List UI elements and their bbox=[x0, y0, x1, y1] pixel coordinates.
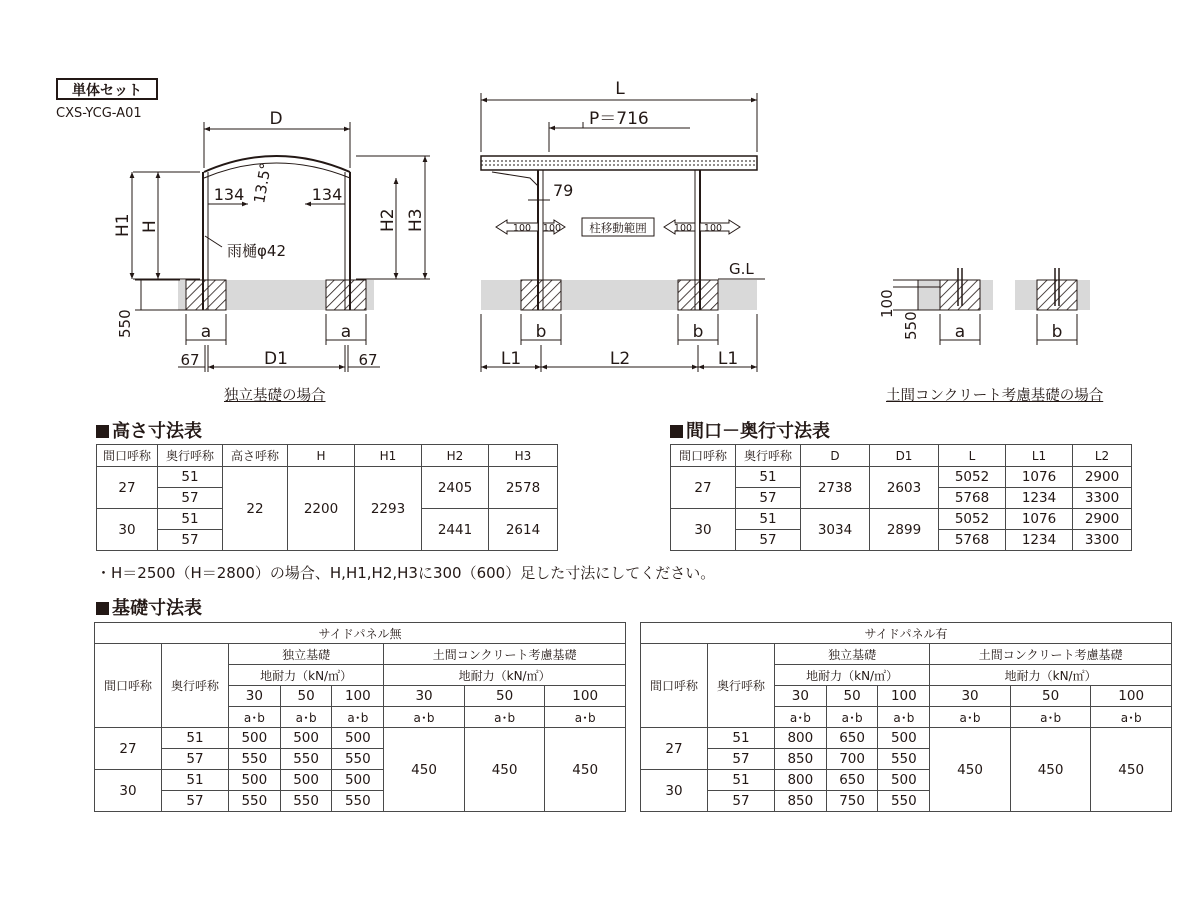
table-cell: 550 bbox=[229, 749, 281, 770]
table-cell: 地耐力（kN/㎡） bbox=[384, 665, 626, 686]
table-cell: 57 bbox=[708, 791, 775, 812]
dim-H2-label: H2 bbox=[378, 208, 398, 232]
table-cell: a･b bbox=[1091, 707, 1172, 728]
table-cell: 57 bbox=[708, 749, 775, 770]
table-row bbox=[641, 623, 1172, 644]
table-cell: a･b bbox=[332, 707, 384, 728]
side-footing-left bbox=[521, 280, 561, 310]
table-cell: 500 bbox=[280, 728, 332, 749]
height-adjust-note: ・H＝2500（H＝2800）の場合、H,H1,H2,H3に300（600）足した寸法にしてください。 bbox=[96, 564, 716, 582]
table-cell: 800 bbox=[775, 728, 827, 749]
table-cell: 500 bbox=[878, 728, 930, 749]
table-row bbox=[671, 467, 1132, 488]
table-cell: 450 bbox=[1010, 728, 1091, 812]
table-cell: 2899 bbox=[870, 509, 939, 551]
table-cell: 3300 bbox=[1073, 530, 1132, 551]
table-cell: 30 bbox=[775, 686, 827, 707]
table-row bbox=[671, 445, 1132, 467]
size-table bbox=[670, 444, 1132, 551]
dim-134-left: 134 bbox=[213, 185, 245, 204]
table-cell: 57 bbox=[162, 791, 229, 812]
table-cell: a･b bbox=[826, 707, 878, 728]
table-cell: D1 bbox=[870, 445, 939, 467]
table-cell: H2 bbox=[422, 445, 489, 467]
table-cell: 500 bbox=[332, 728, 384, 749]
dim-L1-right: L1 bbox=[717, 349, 739, 369]
arrow-right-100b: 100 bbox=[703, 223, 723, 234]
dim-a-left: a bbox=[200, 322, 212, 342]
table-cell: 1234 bbox=[1006, 530, 1073, 551]
table-cell: 地耐力（kN/㎡） bbox=[229, 665, 384, 686]
table-row bbox=[97, 467, 558, 488]
table-cell: サイドパネル有 bbox=[641, 623, 1172, 644]
table-cell: 5052 bbox=[939, 509, 1006, 530]
table-row bbox=[641, 644, 1172, 665]
set-type-badge: 単体セット bbox=[56, 78, 158, 100]
dim-H-label: H bbox=[140, 220, 160, 233]
table-cell: 22 bbox=[223, 467, 288, 551]
table-cell: 50 bbox=[1010, 686, 1091, 707]
table-cell: 30 bbox=[641, 770, 708, 812]
table-cell: 51 bbox=[162, 770, 229, 791]
table-cell: 50 bbox=[464, 686, 545, 707]
table-cell: 奥行呼称 bbox=[736, 445, 801, 467]
table-cell: 27 bbox=[641, 728, 708, 770]
table-cell: 5768 bbox=[939, 488, 1006, 509]
earth-dim-a: a bbox=[954, 322, 966, 342]
table-cell: 500 bbox=[229, 770, 281, 791]
front-view-labels bbox=[113, 109, 426, 369]
table-cell: 51 bbox=[708, 770, 775, 791]
table-cell: 30 bbox=[671, 509, 736, 551]
table-cell: 27 bbox=[97, 467, 158, 509]
dim-134-right: 134 bbox=[311, 185, 343, 204]
table-cell: 地耐力（kN/㎡） bbox=[775, 665, 930, 686]
table-cell: a･b bbox=[545, 707, 626, 728]
table-cell: 50 bbox=[826, 686, 878, 707]
table-cell: 3300 bbox=[1073, 488, 1132, 509]
table-cell: 450 bbox=[384, 728, 465, 812]
table-cell: 51 bbox=[736, 467, 801, 488]
table-cell: 450 bbox=[545, 728, 626, 812]
dimension-drawings bbox=[0, 0, 1200, 410]
table-cell: 550 bbox=[878, 791, 930, 812]
table-cell: 間口呼称 bbox=[671, 445, 736, 467]
side-footing-right bbox=[678, 280, 718, 310]
ground-level-label: G.L bbox=[729, 260, 754, 278]
table-cell: 土間コンクリート考慮基礎 bbox=[930, 644, 1172, 665]
independent-foundation-caption: 独立基礎の場合 bbox=[224, 388, 326, 404]
table-cell: 1076 bbox=[1006, 509, 1073, 530]
table-cell: D bbox=[801, 445, 870, 467]
table-cell: 27 bbox=[671, 467, 736, 509]
table-cell: a･b bbox=[930, 707, 1011, 728]
table-cell: 500 bbox=[332, 770, 384, 791]
table-cell: 650 bbox=[826, 728, 878, 749]
foundation-table-with-panel bbox=[640, 622, 1172, 812]
table-cell: 57 bbox=[162, 749, 229, 770]
table-cell: 550 bbox=[332, 749, 384, 770]
table-cell: L1 bbox=[1006, 445, 1073, 467]
table-row bbox=[95, 623, 626, 644]
table-cell: 750 bbox=[826, 791, 878, 812]
table-cell: a･b bbox=[775, 707, 827, 728]
table-cell: 高さ呼称 bbox=[223, 445, 288, 467]
table-cell: 450 bbox=[930, 728, 1011, 812]
dim-79-label: 79 bbox=[553, 181, 574, 200]
table-cell: 850 bbox=[775, 791, 827, 812]
table-cell: 奥行呼称 bbox=[162, 644, 229, 728]
table-cell: 100 bbox=[545, 686, 626, 707]
table-cell: 30 bbox=[95, 770, 162, 812]
table-cell: a･b bbox=[464, 707, 545, 728]
table-row bbox=[97, 445, 558, 467]
table-row bbox=[641, 728, 1172, 749]
pillar-range-label: 柱移動範囲 bbox=[589, 221, 647, 235]
table-cell: 500 bbox=[878, 770, 930, 791]
table-cell: 57 bbox=[158, 530, 223, 551]
dim-b-left: b bbox=[535, 322, 547, 342]
foundation-table-title: 基礎寸法表 bbox=[96, 594, 202, 620]
table-cell: 間口呼称 bbox=[641, 644, 708, 728]
table-cell: 51 bbox=[708, 728, 775, 749]
table-cell: 2900 bbox=[1073, 509, 1132, 530]
earth-foundation-caption: 土間コンクリート考慮基礎の場合 bbox=[886, 388, 1104, 404]
table-cell: 57 bbox=[736, 488, 801, 509]
table-cell: L bbox=[939, 445, 1006, 467]
table-cell: a･b bbox=[384, 707, 465, 728]
table-cell: 51 bbox=[162, 728, 229, 749]
table-cell: 850 bbox=[775, 749, 827, 770]
table-cell: 1234 bbox=[1006, 488, 1073, 509]
table-cell: 550 bbox=[878, 749, 930, 770]
table-cell: 間口呼称 bbox=[97, 445, 158, 467]
dim-b-right: b bbox=[692, 322, 704, 342]
earth-footing-a bbox=[940, 280, 980, 310]
table-cell: 30 bbox=[384, 686, 465, 707]
table-cell: 独立基礎 bbox=[775, 644, 930, 665]
table-cell: 2614 bbox=[489, 509, 558, 551]
table-cell: 地耐力（kN/㎡） bbox=[930, 665, 1172, 686]
table-cell: 100 bbox=[878, 686, 930, 707]
dim-H1-label: H1 bbox=[113, 213, 133, 237]
table-row bbox=[95, 644, 626, 665]
table-cell: 27 bbox=[95, 728, 162, 770]
model-number: CXS-YCG-A01 bbox=[56, 106, 142, 121]
table-cell: 550 bbox=[280, 791, 332, 812]
dim-L1-left: L1 bbox=[500, 349, 522, 369]
table-cell: 2603 bbox=[870, 467, 939, 509]
table-cell: サイドパネル無 bbox=[95, 623, 626, 644]
dim-a-right: a bbox=[340, 322, 352, 342]
table-cell: L2 bbox=[1073, 445, 1132, 467]
dim-67-right: 67 bbox=[358, 351, 378, 369]
earth-dim-550-label: 550 bbox=[902, 311, 920, 340]
table-cell: 30 bbox=[97, 509, 158, 551]
front-footing-right bbox=[326, 280, 366, 310]
table-cell: 5052 bbox=[939, 467, 1006, 488]
table-cell: 5768 bbox=[939, 530, 1006, 551]
roof-slope-label: 13.5° bbox=[250, 161, 276, 205]
table-cell: 30 bbox=[229, 686, 281, 707]
table-cell: 2900 bbox=[1073, 467, 1132, 488]
table-cell: 51 bbox=[158, 467, 223, 488]
table-cell: 2441 bbox=[422, 509, 489, 551]
table-cell: H3 bbox=[489, 445, 558, 467]
side-roof-panel bbox=[481, 156, 757, 170]
arrow-left-100a: 100 bbox=[512, 223, 532, 234]
table-cell: 500 bbox=[280, 770, 332, 791]
table-cell: 2578 bbox=[489, 467, 558, 509]
table-cell: 土間コンクリート考慮基礎 bbox=[384, 644, 626, 665]
table-cell: a･b bbox=[878, 707, 930, 728]
table-cell: 2200 bbox=[288, 467, 355, 551]
foundation-table-no-panel bbox=[94, 622, 626, 812]
table-cell: 450 bbox=[464, 728, 545, 812]
table-row bbox=[95, 728, 626, 749]
front-footing-left bbox=[186, 280, 226, 310]
table-cell: a･b bbox=[1010, 707, 1091, 728]
dim-D-label: D bbox=[269, 109, 283, 129]
arrow-left-100b: 100 bbox=[542, 223, 562, 234]
dim-D1-label: D1 bbox=[264, 349, 288, 369]
earth-footing-b bbox=[1037, 280, 1077, 310]
dim-67-left: 67 bbox=[180, 351, 200, 369]
height-table bbox=[96, 444, 558, 551]
table-cell: 30 bbox=[930, 686, 1011, 707]
table-cell: 550 bbox=[332, 791, 384, 812]
table-cell: 57 bbox=[158, 488, 223, 509]
dim-L2-label: L2 bbox=[609, 349, 631, 369]
dim-100-label: 100 bbox=[878, 289, 896, 318]
table-cell: 51 bbox=[158, 509, 223, 530]
dim-H3-label: H3 bbox=[406, 208, 426, 232]
table-cell: 間口呼称 bbox=[95, 644, 162, 728]
arrow-right-100a: 100 bbox=[673, 223, 693, 234]
table-cell: 2738 bbox=[801, 467, 870, 509]
table-cell: 2405 bbox=[422, 467, 489, 509]
table-cell: 独立基礎 bbox=[229, 644, 384, 665]
dim-P-label: P＝716 bbox=[589, 109, 649, 129]
table-cell: 800 bbox=[775, 770, 827, 791]
table-cell: 1076 bbox=[1006, 467, 1073, 488]
table-cell: H bbox=[288, 445, 355, 467]
dim-L-label: L bbox=[615, 79, 625, 99]
table-cell: 57 bbox=[736, 530, 801, 551]
table-cell: 650 bbox=[826, 770, 878, 791]
table-cell: a･b bbox=[280, 707, 332, 728]
size-table-title: 間口－奥行寸法表 bbox=[670, 417, 830, 443]
earth-dim-b: b bbox=[1051, 322, 1063, 342]
table-cell: 51 bbox=[736, 509, 801, 530]
table-row bbox=[671, 509, 1132, 530]
table-cell: 500 bbox=[229, 728, 281, 749]
table-cell: 100 bbox=[1091, 686, 1172, 707]
dim-550-label: 550 bbox=[116, 309, 134, 338]
gutter-label: 雨樋φ42 bbox=[227, 242, 286, 260]
height-table-title: 高さ寸法表 bbox=[96, 417, 202, 443]
table-cell: 奥行呼称 bbox=[708, 644, 775, 728]
table-cell: 2293 bbox=[355, 467, 422, 551]
table-cell: 450 bbox=[1091, 728, 1172, 812]
table-cell: 3034 bbox=[801, 509, 870, 551]
table-cell: 700 bbox=[826, 749, 878, 770]
table-cell: 550 bbox=[229, 791, 281, 812]
table-cell: 奥行呼称 bbox=[158, 445, 223, 467]
table-cell: 100 bbox=[332, 686, 384, 707]
table-cell: 550 bbox=[280, 749, 332, 770]
table-cell: a･b bbox=[229, 707, 281, 728]
table-cell: 50 bbox=[280, 686, 332, 707]
table-cell: H1 bbox=[355, 445, 422, 467]
